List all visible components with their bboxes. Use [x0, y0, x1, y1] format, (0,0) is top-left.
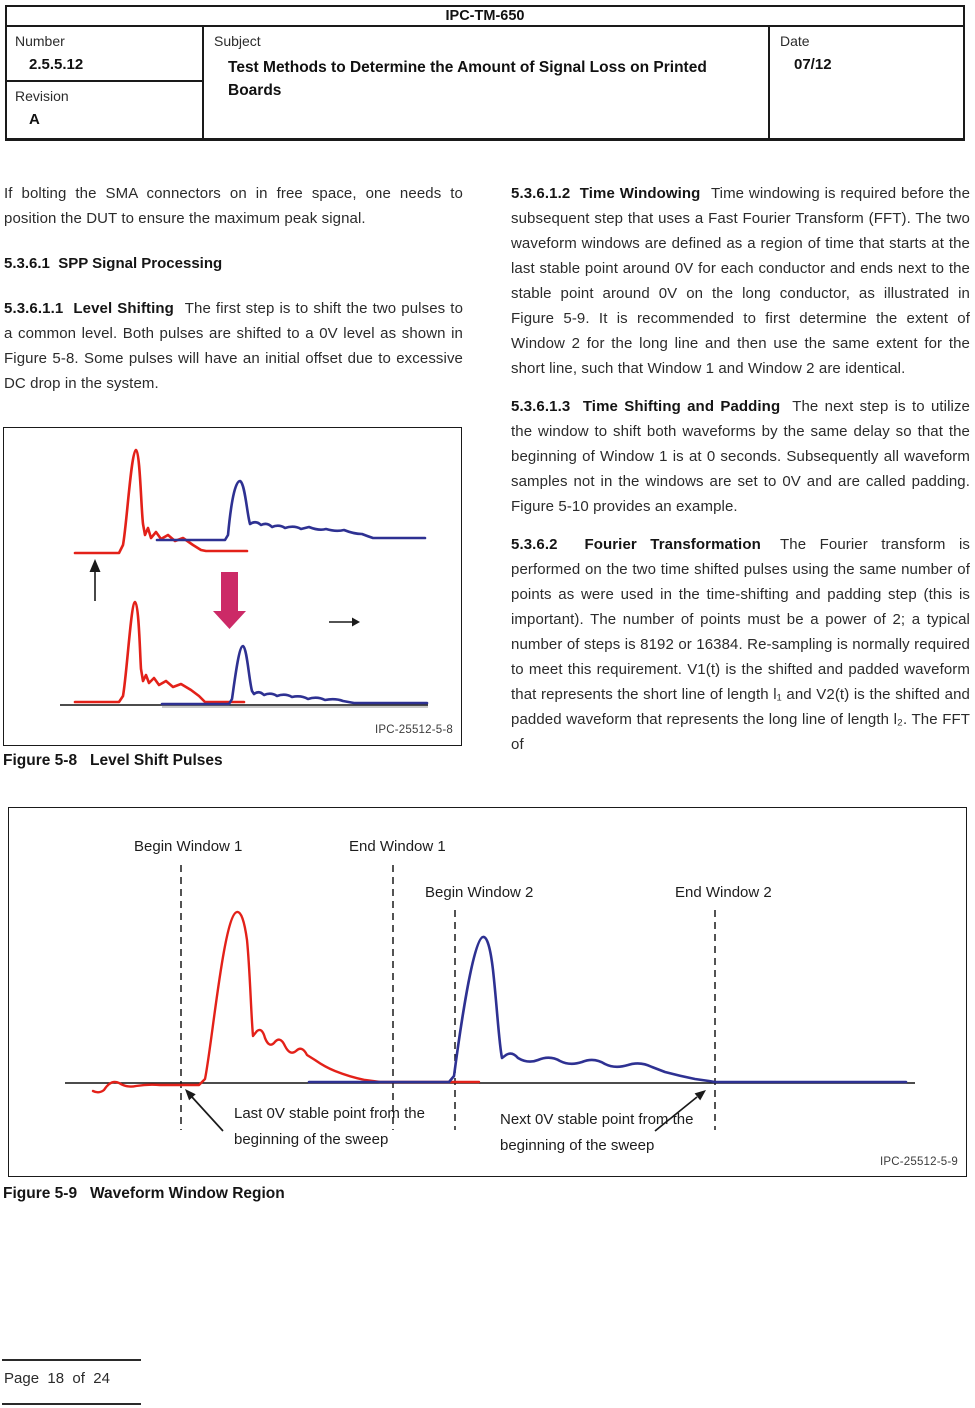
up-arrow-icon [90, 559, 101, 601]
figure-5-9-plot [9, 808, 966, 1176]
red-pulse-unshifted-waveform [75, 450, 247, 553]
subject-value: Test Methods to Determine the Amount of Signal Loss on Printed Boards [228, 59, 707, 99]
section-5362-body: The Fourier transform is performed on the two time shifted pulses using the same number of points as were used in the time-shifting and padding step (this is important). The number of points must be a power of 2; a typical number of steps is 8192 or 16384. Re-sampling is normally required to meet this requirement. V1(t) is the shifted and padded waveform that represents the short line of length l₁ and V2(t) is the shifted and padded waveform that represents the long line of length l₂. The FFT of [511, 536, 970, 753]
section-5362-paragraph [511, 532, 970, 757]
section-5362-heading: 5.3.6.2 Fourier Transformation [511, 536, 761, 553]
figure-5-9 [8, 807, 967, 1177]
header-subject-cell [204, 27, 770, 140]
red-pulse-waveform [93, 912, 479, 1092]
section-53611-paragraph [4, 296, 463, 396]
revision-label: Revision [15, 88, 69, 104]
begin-window-2-label: Begin Window 2 [425, 884, 534, 901]
header-table [5, 5, 965, 141]
section-53613-heading: 5.3.6.1.3 Time Shifting and Padding [511, 398, 781, 415]
figure-5-9-caption: Figure 5-9 Waveform Window Region [3, 1185, 285, 1202]
figure-5-8-ipc-number: IPC-25512-5-8 [374, 724, 453, 736]
level-shift-down-arrow-icon [213, 572, 246, 629]
figure-5-9-ipc-number: IPC-25512-5-9 [879, 1156, 958, 1168]
end-window-2-label: End Window 2 [675, 884, 772, 901]
right-arrow-icon [329, 618, 360, 627]
blue-pulse-unshifted-waveform [157, 481, 425, 540]
figure-5-8 [3, 427, 462, 746]
document-title: IPC-TM-650 [7, 7, 963, 27]
left-column [4, 181, 463, 396]
last-stable-annotation-line1: Last 0V stable point from the [234, 1105, 425, 1122]
end-window-1-label: End Window 1 [349, 838, 446, 855]
section-53611-heading: 5.3.6.1.1 Level Shifting [4, 300, 174, 317]
begin-window-1-label: Begin Window 1 [134, 838, 243, 855]
intro-paragraph: If bolting the SMA connectors on in free space, one needs to position the DUT to ensure the maximum peak signal. [4, 185, 463, 227]
footer-divider-bottom [2, 1403, 141, 1405]
revision-value: A [29, 111, 40, 128]
figure-5-8-caption: Figure 5-8 Level Shift Pulses [3, 752, 223, 769]
date-value: 07/12 [794, 56, 832, 73]
blue-pulse-shifted-waveform [162, 646, 427, 704]
header-date-cell [770, 27, 963, 140]
section-53611-body: The first step is to shift the two pulses to a common level. Both pulses are shifted to a 0V level as shown in Figure 5-8. Some pulses will have an initial offset due to excessive DC drop in the system. [4, 300, 464, 392]
figure-5-8-plot [4, 428, 461, 745]
header-columns [7, 27, 963, 140]
last-stable-point-arrow-icon [185, 1089, 223, 1131]
section-53612-paragraph [511, 181, 970, 381]
section-53613-body: The next step is to utilize the window to shift both waveforms by the same delay so that the beginning of Window 1 is at 0 seconds. Subsequently all waveform samples not in the windows are set to 0V and are called padding. Figure 5-10 provides an example. [511, 398, 970, 515]
date-label: Date [780, 33, 810, 49]
number-label: Number [15, 33, 65, 49]
section-53613-paragraph [511, 394, 970, 519]
next-stable-annotation-line1: Next 0V stable point from the [500, 1111, 694, 1128]
subject-label: Subject [214, 33, 261, 49]
section-53612-heading: 5.3.6.1.2 Time Windowing [511, 185, 701, 202]
header-number-block [7, 27, 202, 82]
header-number-revision-cell [7, 27, 204, 140]
section-53612-body: Time windowing is required before the subsequent step that uses a Fast Fourier Transform (FFT). The two waveform windows are defined as a region of time that starts at the last stable point around 0V for each conductor and ends next to the stable point around 0V on the long conductor, as illustrated in Figure 5-9. It is recommended to first determine the extent of Window 2 for the long line and then use the same extent for the short line, such that Window 1 and Window 2 are identical. [511, 185, 971, 377]
right-column [511, 181, 970, 757]
number-value: 2.5.5.12 [29, 56, 84, 73]
next-stable-annotation-line2: beginning of the sweep [500, 1137, 655, 1154]
header-revision-block [7, 82, 202, 128]
blue-pulse-waveform [309, 937, 906, 1082]
last-stable-annotation-line2: beginning of the sweep [234, 1131, 389, 1148]
section-5361-heading: 5.3.6.1 SPP Signal Processing [4, 255, 223, 272]
footer-divider-top [2, 1359, 141, 1361]
page-number: Page 18 of 24 [4, 1370, 110, 1387]
